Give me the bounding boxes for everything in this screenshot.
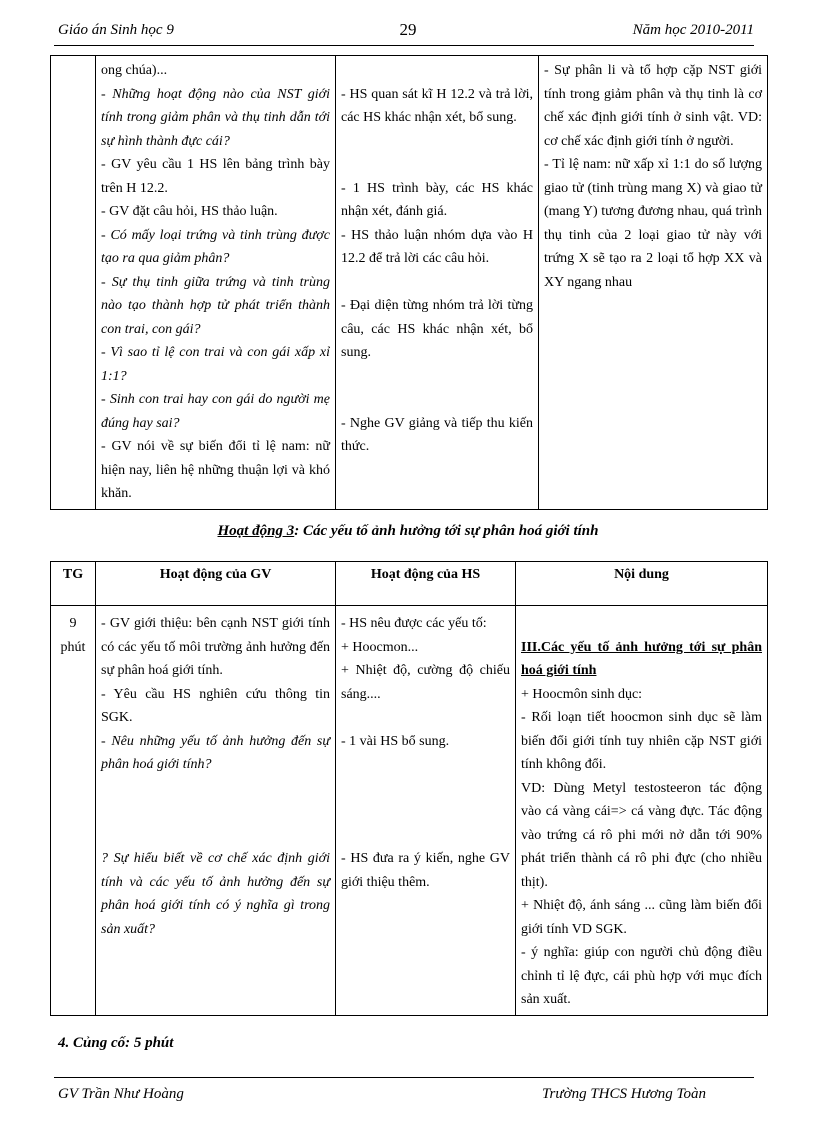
col-header-gv: Hoạt động của GV bbox=[96, 562, 336, 606]
content-cell bbox=[516, 606, 768, 1016]
footer-school: Trường THCS Hương Toàn bbox=[542, 1086, 706, 1102]
table-header-row bbox=[51, 562, 768, 606]
gv-activity-line: ? Sự hiểu biết về cơ chế xác định giới tính và các yếu tố ảnh hưởng đến sự phân hoá giới tính có ý nghĩa gì trong sản xuất? bbox=[101, 851, 330, 937]
hs-activity-line: - Đại diện từng nhóm trả lời từng câu, các HS khác nhận xét, bổ sung. bbox=[341, 298, 533, 360]
page-number: 29 bbox=[399, 20, 417, 39]
gv-activity-line: - Sự thụ tinh giữa trứng và tinh trùng nào tạo thành hợp tử phát triển thành con trai, con gái? bbox=[101, 274, 330, 337]
footer-rule bbox=[54, 1077, 754, 1078]
hs-activity-line: + Hoocmon... bbox=[341, 639, 419, 655]
gv-activity-line: - Sinh con trai hay con gái do người mẹ đúng hay sai? bbox=[101, 392, 330, 431]
activity3-label: Hoạt động 3 bbox=[217, 523, 295, 539]
header-subject: Giáo án Sinh học 9 bbox=[58, 22, 174, 38]
gv-activity-line: - Yêu cầu HS nghiên cứu thông tin SGK. bbox=[101, 686, 330, 725]
header-rule bbox=[54, 45, 754, 46]
gv-cell bbox=[96, 56, 336, 510]
content-line: - Rối loạn tiết hoocmon sinh dục sẽ làm biến đổi giới tính tuy nhiên cặp NST giới tính không đổi. bbox=[521, 710, 762, 772]
gv-cell bbox=[96, 606, 336, 1016]
activity3-title: : Các yếu tố ảnh hưởng tới sự phân hoá giới tính bbox=[294, 523, 599, 539]
gv-activity-line: - Nêu những yếu tố ảnh hưởng đến sự phân hoá giới tính? bbox=[101, 733, 330, 772]
gv-activity-line: ong chúa)... bbox=[101, 63, 168, 78]
hs-activity-line: - HS quan sát kĩ H 12.2 và trả lời, các HS khác nhận xét, bổ sung. bbox=[341, 86, 533, 125]
content-line: - Sự phân li và tổ hợp cặp NST giới tính trong giảm phân và thụ tinh là cơ chế xác định giới tính ở sinh vật. VD: cơ chế xác định giới tính ở người. bbox=[544, 63, 762, 149]
content-line: + Hoocmôn sinh dục: bbox=[521, 686, 643, 702]
hs-activity-line: - Nghe GV giảng và tiếp thu kiến thức. bbox=[341, 415, 533, 454]
table-row bbox=[51, 56, 768, 510]
section4-title: 4. Củng cố: 5 phút bbox=[58, 1035, 174, 1051]
gv-activity-line: - GV yêu cầu 1 HS lên bảng trình bày trên H 12.2. bbox=[101, 157, 330, 196]
table-row bbox=[51, 606, 768, 1016]
gv-activity-line: - Những hoạt động nào của NST giới tính trong giảm phân và thụ tinh dẫn tới sự hình thành đực cái? bbox=[101, 86, 330, 149]
hs-activity-line: - HS thảo luận nhóm dựa vào H 12.2 để trả lời các câu hỏi. bbox=[341, 227, 533, 266]
content-cell bbox=[539, 56, 768, 510]
time-cell: 9 phút bbox=[51, 606, 96, 1016]
section3-heading: III.Các yếu tố ảnh hưởng tới sự phân hoá giới tính bbox=[521, 639, 762, 678]
activity2-table bbox=[50, 55, 768, 510]
content-line: + Nhiệt độ, ánh sáng ... cũng làm biến đổi giới tính VD SGK. bbox=[521, 898, 762, 937]
col-header-time: TG bbox=[51, 562, 96, 606]
gv-activity-line: - GV giới thiệu: bên cạnh NST giới tính có các yếu tố môi trường ảnh hưởng đến sự phân hoá giới tính. bbox=[101, 616, 330, 678]
gv-activity-line: - Vì sao tỉ lệ con trai và con gái xấp xỉ 1:1? bbox=[101, 345, 330, 384]
hs-activity-line: - 1 HS trình bày, các HS khác nhận xét, đánh giá. bbox=[341, 180, 533, 219]
content-line: - Tỉ lệ nam: nữ xấp xỉ 1:1 do số lượng giao tử (tinh trùng mang X) và giao tử (mang Y) tương đương nhau, quá trình thụ tinh của 2 loại giao tử này với trứng X sẽ tạo ra 2 loại tổ hợp XX và XY ngang nhau bbox=[544, 157, 762, 290]
content-line: - ý nghĩa: giúp con người chủ động điều chỉnh tỉ lệ đực, cái phù hợp với mục đích sản xuất. bbox=[521, 945, 762, 1007]
hs-cell bbox=[336, 56, 539, 510]
activity3-heading bbox=[0, 523, 816, 540]
footer-teacher: GV Trần Như Hoàng bbox=[58, 1086, 184, 1102]
hs-activity-line: - 1 vài HS bổ sung. bbox=[341, 733, 450, 749]
gv-activity-line: - GV nói về sự biến đổi tỉ lệ nam: nữ hiện nay, liên hệ những thuận lợi và khó khăn. bbox=[101, 439, 330, 501]
gv-activity-line: - GV đặt câu hỏi, HS thảo luận. bbox=[101, 204, 278, 219]
col-header-content: Nội dung bbox=[516, 562, 768, 606]
hs-activity-line: - HS đưa ra ý kiến, nghe GV giới thiệu thêm. bbox=[341, 851, 510, 890]
gv-activity-line: - Có mấy loại trứng và tinh trùng được tạo ra qua giảm phân? bbox=[101, 227, 330, 266]
activity3-table bbox=[50, 561, 768, 1016]
hs-cell bbox=[336, 606, 516, 1016]
hs-activity-line: - HS nêu được các yếu tố: bbox=[341, 616, 487, 631]
hs-activity-line: + Nhiệt độ, cường độ chiếu sáng.... bbox=[341, 663, 510, 702]
time-cell bbox=[51, 56, 96, 510]
header-school-year: Năm học 2010-2011 bbox=[632, 22, 754, 38]
content-line: VD: Dùng Metyl testosteeron tác động vào cá vàng cái=> cá vàng đực. Tác động vào trứng cá rô phi mới nở dẫn tới 90% phát triển thành cá rô phi đực (cho nhiều thịt). bbox=[521, 780, 762, 890]
col-header-hs: Hoạt động của HS bbox=[336, 562, 516, 606]
